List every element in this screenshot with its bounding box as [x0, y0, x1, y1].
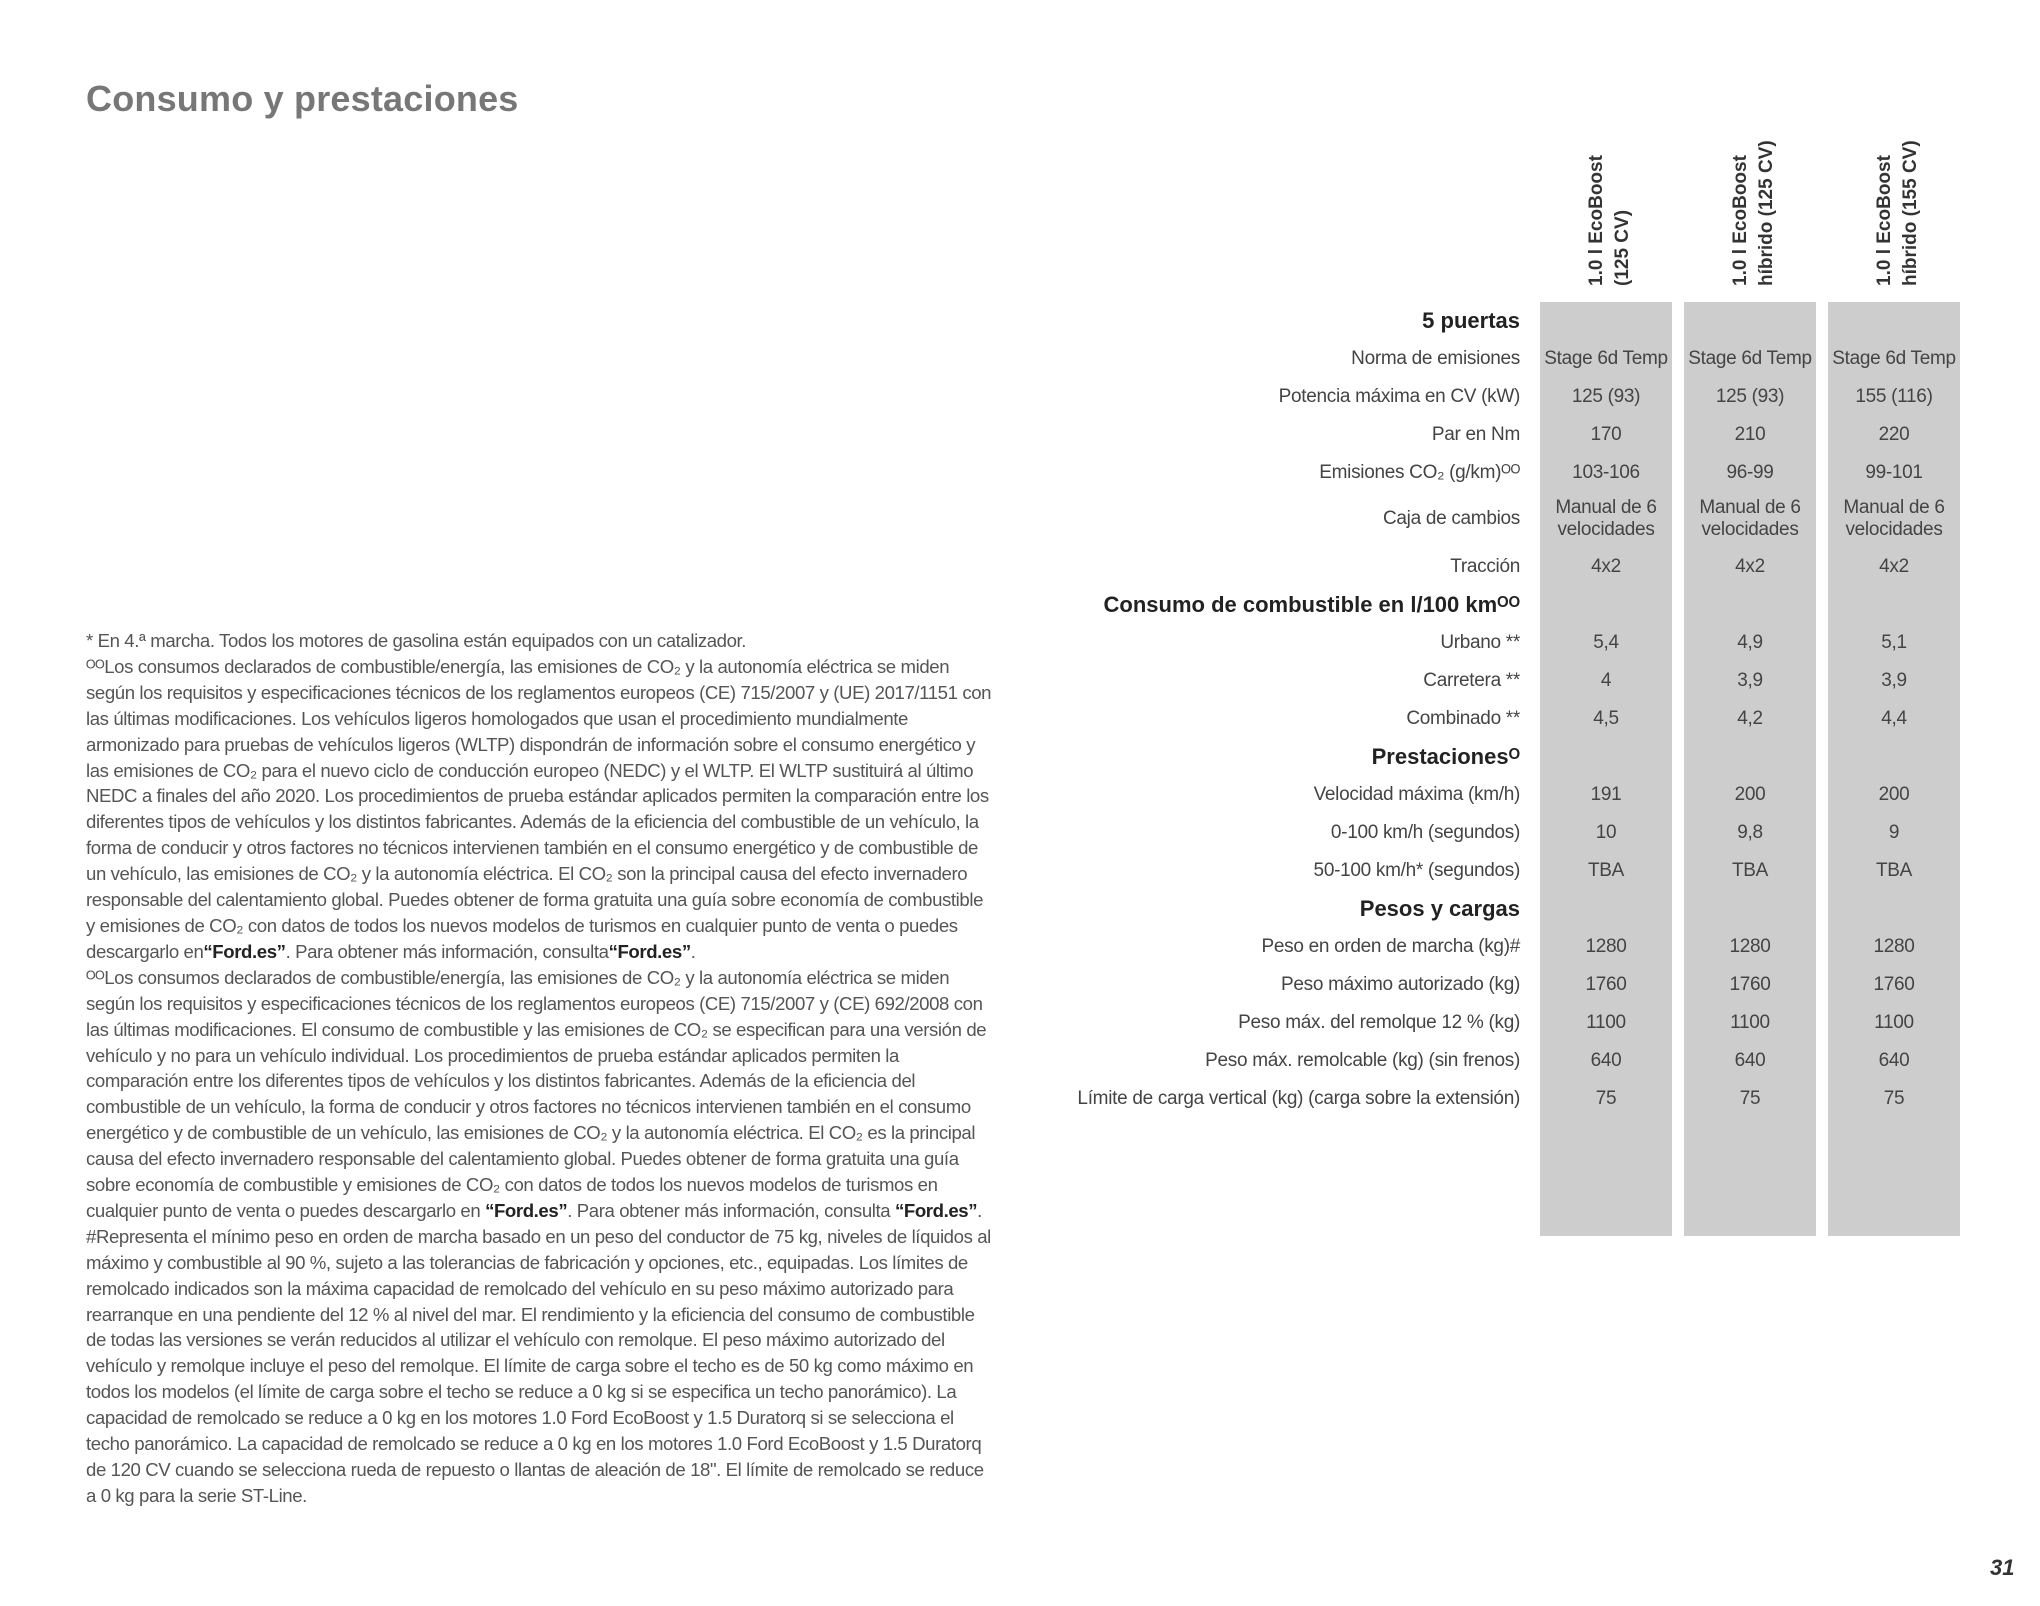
cell: 1100: [1874, 1012, 1914, 1033]
cell: TBA: [1875, 860, 1913, 881]
cell: 1100: [1586, 1012, 1626, 1033]
cell: 4x2: [1879, 556, 1909, 577]
cell: 96-99: [1726, 462, 1774, 483]
cell: 5,4: [1593, 632, 1619, 653]
row-label: Par en Nm: [1431, 424, 1520, 445]
cell: Stage 6d Temp: [1832, 348, 1956, 369]
section-heading: Pesos y cargas: [1359, 896, 1520, 921]
cell: 75: [1595, 1088, 1617, 1109]
footnotes: [86, 628, 996, 1509]
footnote-text: .: [690, 940, 696, 962]
cell: Stage 6d Temp: [1544, 348, 1668, 369]
cell: 200: [1734, 784, 1766, 805]
row-label: Peso máx. remolcable (kg) (sin frenos): [1205, 1050, 1520, 1071]
section-heading: Consumo de combustible en l/100 kmᴼᴼ: [1103, 592, 1520, 617]
section-5-puertas: [0, 302, 2040, 340]
table-row-traccion: [0, 548, 2040, 586]
section-heading: 5 puertas: [1422, 308, 1520, 333]
cell: 125 (93): [1571, 386, 1641, 407]
cell: 4,2: [1737, 708, 1763, 729]
cell: 200: [1878, 784, 1910, 805]
row-label: Peso máximo autorizado (kg): [1280, 974, 1520, 995]
row-label: Límite de carga vertical (kg) (carga sobre la extensión): [1077, 1088, 1520, 1109]
cell: 155 (116): [1855, 386, 1933, 407]
row-label: Emisiones CO₂ (g/km)ᴼᴼ: [1319, 462, 1520, 483]
page-title: Consumo y prestaciones: [86, 78, 519, 119]
cell: 4x2: [1591, 556, 1621, 577]
table-row-norma: [0, 340, 2040, 378]
footnote-text: ᴼᴼLos consumos declarados de combustible/energía, las emisiones de CO₂ y la autonomía eléctrica se miden según los requisitos y especificaciones técnicos de los reglamentos europeos (CE) 715/2007 y (UE) 2017/1151 con las últimas modificaciones. Los vehículos ligeros homologados que usan el procedimiento mundialmente armonizado para pruebas de vehículos ligeros (WLTP) dispondrán de información sobre el consumo energético y las emisiones de CO₂ para el nuevo ciclo de conducción europeo (NEDC) y el WLTP. El WLTP sustituirá al último NEDC a finales del año 2020. Los procedimientos de prueba estándar aplicados permiten la comparación entre los diferentes tipos de vehículos y los distintos fabricantes. Además de la eficiencia del combustible de un vehículo, la forma de conducir y otros factores no técnicos intervienen también en el consumo energético y de combustible de un vehículo, las emisiones de CO₂ y la autonomía eléctrica. El CO₂ son la principal causa del efecto invernadero responsable del calentamiento global. Puedes obtener de forma gratuita una guía sobre economía de combustible y emisiones de CO₂ con datos de todos los nuevos modelos de turismos en cualquier punto de venta o puedes descargarlo en: [86, 655, 992, 962]
cell: 191: [1590, 784, 1622, 805]
row-label: Urbano **: [1440, 632, 1520, 653]
column-header-line1: 1.0 l EcoBoost: [1586, 155, 1607, 286]
footnote-text: . Para obtener más información, consulta: [567, 1199, 895, 1221]
cell: 640: [1734, 1050, 1766, 1071]
column-header-line1: 1.0 l EcoBoost: [1730, 155, 1751, 286]
page-number: 31: [1990, 1555, 2015, 1580]
cell: 103-106: [1572, 462, 1640, 483]
column-header-line2: híbrido (125 CV): [1756, 140, 1777, 286]
table-row-emisiones: [0, 454, 2040, 492]
cell: 3,9: [1881, 670, 1907, 691]
row-label: Caja de cambios: [1382, 508, 1520, 529]
cell: TBA: [1587, 860, 1625, 881]
cell: 75: [1883, 1088, 1905, 1109]
row-label: Tracción: [1450, 556, 1520, 577]
cell: 125 (93): [1715, 386, 1785, 407]
cell: 1280: [1729, 936, 1771, 957]
cell: 1760: [1585, 974, 1627, 995]
cell: 1100: [1730, 1012, 1770, 1033]
row-label: Potencia máxima en CV (kW): [1278, 386, 1520, 407]
footnote: [86, 965, 996, 1224]
row-label: 0-100 km/h (segundos): [1330, 822, 1520, 843]
column-header: [1540, 136, 1672, 286]
cell: Manual de 6 velocidades: [1555, 497, 1657, 540]
table-row-caja: [0, 494, 2040, 544]
column-header: [1828, 136, 1960, 286]
row-label: Carretera **: [1423, 670, 1520, 691]
cell: 1280: [1873, 936, 1915, 957]
column-header-line2: (125 CV): [1612, 209, 1633, 286]
footnote-text: ᴼᴼLos consumos declarados de combustible/energía, las emisiones de CO₂ y la autonomía eléctrica se miden según los requisitos y especificaciones técnicos de los reglamentos europeos (CE) 715/2007 y (CE) 692/2008 con las últimas modificaciones. El consumo de combustible y las emisiones de CO₂ se especifican para una versión de vehículo y no para un vehículo individual. Los procedimientos de prueba estándar aplicados permiten la comparación entre los diferentes tipos de vehículos y los distintos fabricantes. Además de la eficiencia del combustible de un vehículo, la forma de conducir y otros factores no técnicos intervienen también en el consumo energético y de combustible de un vehículo, las emisiones de CO₂ y la autonomía eléctrica. El CO₂ es la principal causa del efecto invernadero responsable del calentamiento global. Puedes obtener de forma gratuita una guía sobre economía de combustible y emisiones de CO₂ con datos de todos los nuevos modelos de turismos en cualquier punto de venta o puedes descargarlo en: [86, 966, 987, 1221]
row-label: Peso en orden de marcha (kg)#: [1261, 936, 1520, 957]
ford-link[interactable]: “Ford.es”: [894, 1199, 978, 1221]
column-header: [1684, 136, 1816, 286]
column-header-line1: 1.0 l EcoBoost: [1874, 155, 1895, 286]
section-heading: Prestacionesᴼ: [1371, 744, 1520, 769]
ford-link[interactable]: “Ford.es”: [608, 940, 691, 962]
cell: 5,1: [1881, 632, 1907, 653]
cell: 210: [1734, 424, 1766, 445]
cell: 4x2: [1735, 556, 1765, 577]
footnote: * En 4.ª marcha. Todos los motores de gasolina están equipados con un catalizador.: [86, 630, 747, 651]
cell: 9: [1888, 822, 1900, 843]
ford-link[interactable]: “Ford.es”: [485, 1199, 568, 1221]
cell: 220: [1878, 424, 1910, 445]
cell: 170: [1590, 424, 1622, 445]
cell: 640: [1878, 1050, 1910, 1071]
footnote-text: . Para obtener más información, consulta: [285, 940, 609, 962]
cell: 3,9: [1737, 670, 1763, 691]
column-header-line2: híbrido (155 CV): [1900, 140, 1921, 286]
cell: 4,9: [1737, 632, 1763, 653]
row-label: Velocidad máxima (km/h): [1313, 784, 1520, 805]
footnote: [86, 654, 996, 965]
cell: 4: [1600, 670, 1612, 691]
cell: 75: [1739, 1088, 1761, 1109]
footnote-text: .: [977, 1199, 982, 1221]
cell: TBA: [1731, 860, 1769, 881]
cell: 9,8: [1737, 822, 1763, 843]
cell: 99-101: [1865, 462, 1923, 483]
cell: 1280: [1585, 936, 1627, 957]
table-row-par: [0, 416, 2040, 454]
row-label: Combinado **: [1406, 708, 1520, 729]
cell: 4,4: [1881, 708, 1907, 729]
cell: Stage 6d Temp: [1688, 348, 1812, 369]
row-label: 50-100 km/h* (segundos): [1313, 860, 1520, 881]
row-label: Peso máx. del remolque 12 % (kg): [1238, 1012, 1520, 1033]
cell: 640: [1590, 1050, 1622, 1071]
row-label: Norma de emisiones: [1351, 348, 1520, 369]
section-consumo: [0, 586, 2040, 624]
cell: 1760: [1729, 974, 1771, 995]
ford-link[interactable]: “Ford.es”: [203, 940, 286, 962]
table-row-potencia: [0, 378, 2040, 416]
cell: Manual de 6 velocidades: [1843, 497, 1945, 540]
footnote: #Representa el mínimo peso en orden de marcha basado en un peso del conductor de 75 kg, niveles de líquidos al máximo y combustible al 90 %, sujeto a las tolerancias de fabricación y opciones, etc., equipadas. Los límites de remolcado indicados son la máxima capacidad de remolcado del vehículo en su peso máximo autorizado para rearranque en una pendiente del 12 % al nivel del mar. El rendimiento y la eficiencia del consumo de combustible de todas las versiones se verán reducidos al utilizar el vehículo con remolque. El peso máximo autorizado del vehículo y remolque incluye el peso del remolque. El límite de carga sobre el techo es de 50 kg como máximo en todos los modelos (el límite de carga sobre el techo se reduce a 0 kg si se especifica un techo panorámico). La capacidad de remolcado se reduce a 0 kg en los motores 1.0 Ford EcoBoost y 1.5 Duratorq si se selecciona el techo panorámico. La capacidad de remolcado se reduce a 0 kg en los motores 1.0 Ford EcoBoost y 1.5 Duratorq de 120 CV cuando se selecciona rueda de repuesto o llantas de aleación de 18". El límite de remolcado se reduce a 0 kg para la serie ST-Line.: [86, 1225, 991, 1506]
cell: 1760: [1873, 974, 1915, 995]
cell: 10: [1595, 822, 1617, 843]
cell: Manual de 6 velocidades: [1699, 497, 1801, 540]
cell: 4,5: [1593, 708, 1619, 729]
